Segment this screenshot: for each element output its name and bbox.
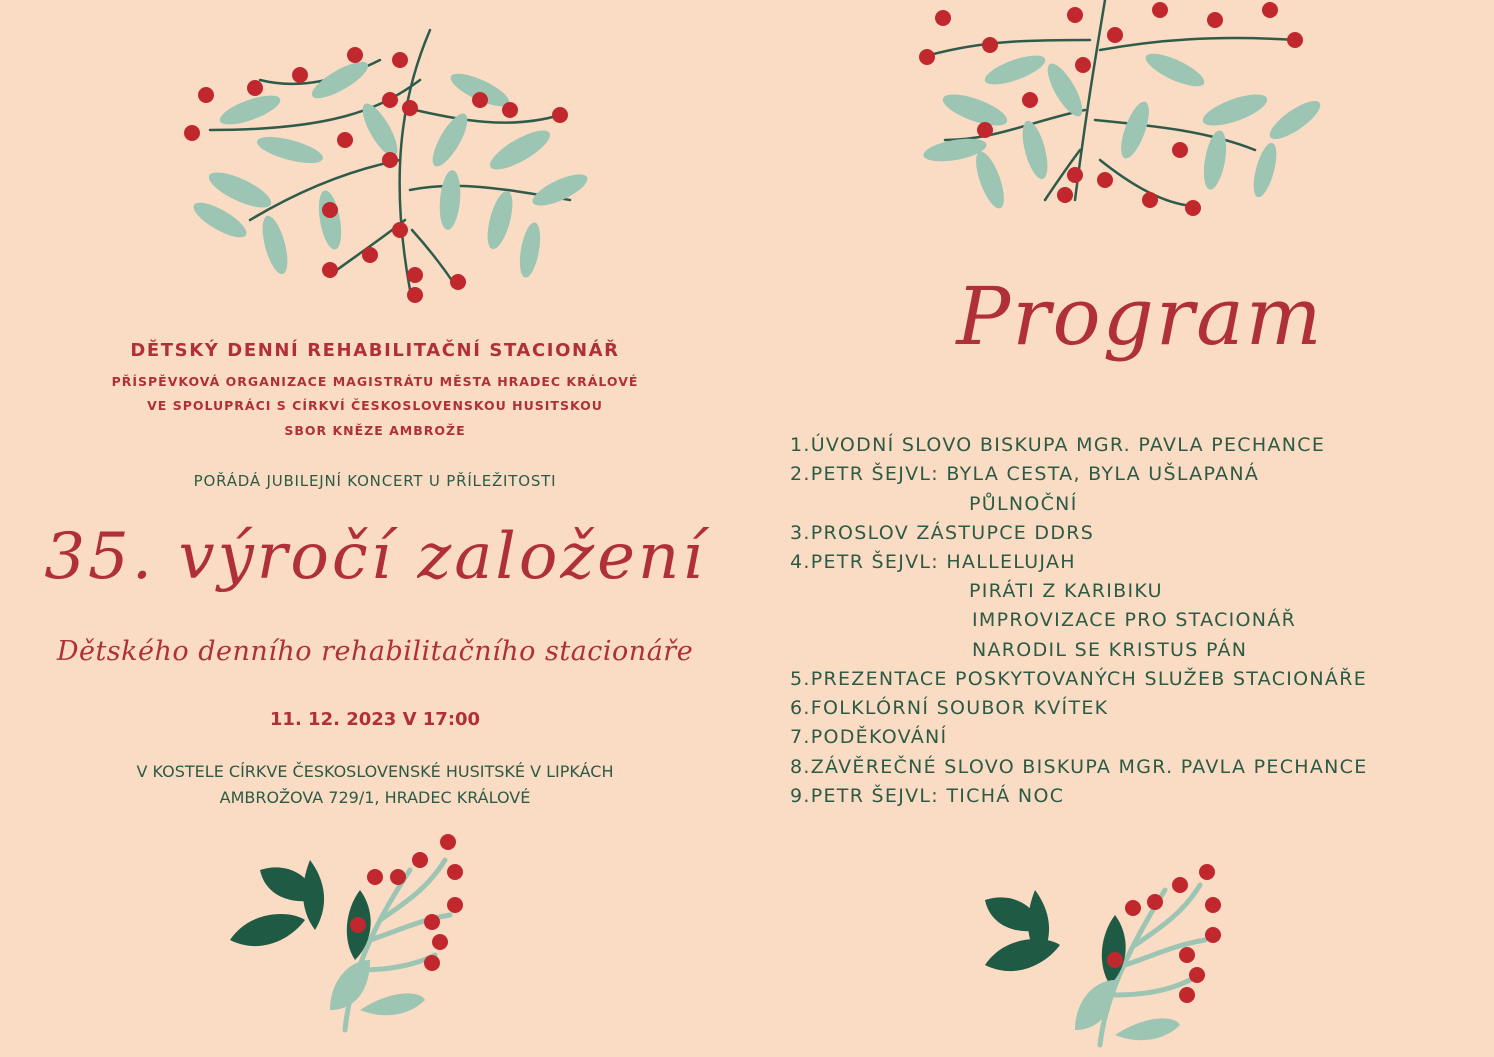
organizer-subtitle-line: SBOR KNĚZE AMBROŽE: [284, 423, 466, 438]
program-item: 5.PREZENTACE POSKYTOVANÝCH SLUŽEB STACIONÁŘE: [790, 668, 1368, 690]
program-item: 7.PODĚKOVÁNÍ: [790, 726, 948, 748]
program-item: 1.ÚVODNÍ SLOVO BISKUPA MGR. PAVLA PECHANCE: [790, 434, 1326, 456]
program-item-continuation: PIRÁTI Z KARIBIKU: [969, 580, 1163, 602]
program-item-continuation: IMPROVIZACE PRO STACIONÁŘ: [972, 609, 1297, 631]
organizer-title: DĚTSKÝ DENNÍ REHABILITAČNÍ STACIONÁŘ: [130, 340, 620, 361]
berry-branch-top-left-illustration: [180, 20, 590, 310]
organizer-subtitle-line: VE SPOLUPRÁCI S CÍRKVÍ ČESKOSLOVENSKOU HUSITSKOU: [147, 398, 603, 413]
program-item: 8.ZÁVĚREČNÉ SLOVO BISKUPA MGR. PAVLA PECHANCE: [790, 756, 1368, 778]
anniversary-title: 35. výročí založení: [44, 520, 706, 594]
anniversary-subtitle: Dětského denního rehabilitačního stacionáře: [56, 636, 694, 667]
venue-line: AMBROŽOVA 729/1, HRADEC KRÁLOVÉ: [219, 788, 531, 807]
venue-line: V KOSTELE CÍRKVE ČESKOSLOVENSKÉ HUSITSKÉ V LIPKÁCH: [136, 762, 614, 781]
program-item: 4.PETR ŠEJVL: HALLELUJAH: [790, 551, 1076, 573]
program-item-continuation: NARODIL SE KRISTUS PÁN: [972, 639, 1248, 661]
event-datetime: 11. 12. 2023 V 17:00: [269, 709, 481, 730]
concert-intro: POŘÁDÁ JUBILEJNÍ KONCERT U PŘÍLEŽITOSTI: [193, 472, 557, 490]
program-title: Program: [956, 270, 1324, 363]
program-item-continuation: PŮLNOČNÍ: [969, 493, 1078, 515]
program-item: 2.PETR ŠEJVL: BYLA CESTA, BYLA UŠLAPANÁ: [790, 463, 1260, 485]
berry-sprig-bottom-left-illustration: [220, 830, 480, 1040]
program-item: 9.PETR ŠEJVL: TICHÁ NOC: [790, 785, 1065, 807]
program-item: 3.PROSLOV ZÁSTUPCE DDRS: [790, 522, 1095, 544]
program-item: 6.FOLKLÓRNÍ SOUBOR KVÍTEK: [790, 697, 1109, 719]
berry-sprig-bottom-right-illustration: [975, 860, 1235, 1050]
organizer-subtitle-line: PŘÍSPĚVKOVÁ ORGANIZACE MAGISTRÁTU MĚSTA HRADEC KRÁLOVÉ: [111, 374, 639, 389]
berry-branch-top-right-illustration: [915, 0, 1335, 220]
